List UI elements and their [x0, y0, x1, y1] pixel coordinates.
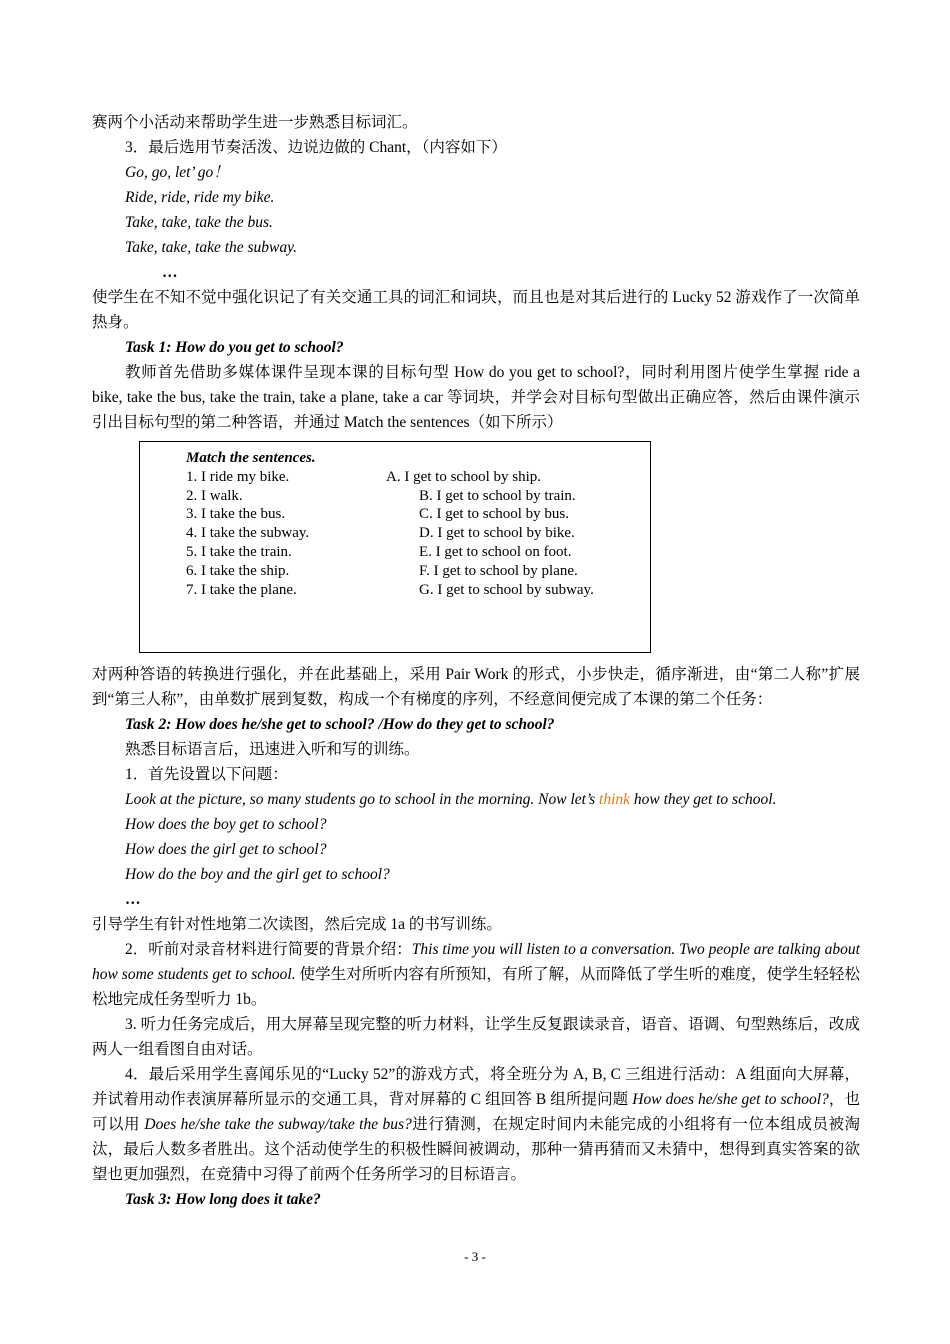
- paragraph: 4．最后采用学生喜闻乐见的“Lucky 52”的游戏方式，将全班分为 A, B, C 三组进行活动：A 组面向大屏幕，并试着用动作表演屏幕所显示的交通工具，背对屏幕的 C 组回答 B 组所提问题 How does he/she get to school?，也可以用 Does he/she take the subway/take the bus?进行猜测，在规定时间内未能完成的小组将有一位本组成员被淘汰，最后人数多者胜出。这个活动使学生的积极性瞬间被调动，那种一猜再猜而又未猜中，想得到真实答案的欲望也更加强烈，在竞猜中习得了前两个任务所学习的目标语言。: [92, 1066, 860, 1183]
- paragraph: 教师首先借助多媒体课件呈现本课的目标句型 How do you get to school?，同时利用图片使学生掌握 ride a bike, take the bus, take the train, take a plane, take a car 等词块，并学会对目标句型做出正确应答，然后由课件演示引出目标句型的第二种答语，并通过 Match the sentences（如下所示）: [92, 364, 860, 431]
- match-right: E. I get to school on foot.: [419, 543, 572, 560]
- match-right: F. I get to school by plane.: [419, 562, 578, 579]
- match-left: 3. I take the bus.: [186, 506, 286, 523]
- task-heading: Task 1: How do you get to school?: [125, 339, 344, 356]
- question-line: How does the girl get to school?: [125, 841, 327, 858]
- match-left: 7. I take the plane.: [186, 581, 297, 598]
- match-left: 4. I take the subway.: [186, 525, 310, 542]
- paragraph: 引导学生有针对性地第二次读图，然后完成 1a 的书写训练。: [92, 916, 502, 933]
- match-row: [186, 524, 650, 543]
- match-row: [186, 543, 650, 562]
- match-right: B. I get to school by train.: [419, 487, 576, 504]
- chant-line: Ride, ride, ride my bike.: [125, 189, 275, 206]
- match-left: 1. I ride my bike.: [186, 468, 290, 485]
- question-line: How does the boy get to school?: [125, 816, 327, 833]
- match-title: Match the sentences.: [186, 450, 316, 466]
- match-box-wrapper: [92, 435, 860, 650]
- paragraph: 熟悉目标语言后，迅速进入听和写的训练。: [125, 741, 420, 758]
- chant-line: Take, take, take the bus.: [125, 214, 273, 231]
- match-row: [186, 562, 650, 581]
- paragraph: 3. 听力任务完成后，用大屏幕呈现完整的听力材料，让学生反复跟读录音，语音、语调、句型熟练后，改成两人一组看图自由对话。: [92, 1016, 860, 1058]
- paragraph: 使学生在不知不觉中强化识记了有关交通工具的词汇和词块，而且也是对其后进行的 Lucky 52 游戏作了一次简单热身。: [92, 289, 860, 331]
- paragraph: 2．听前对录音材料进行简要的背景介绍：This time you will listen to a conversation. Two people are talking about how some students get to school. 使学生对所听内容有所预知，有所了解，从而降低了学生听的难度，使学生轻轻松松地完成任务型听力 1b。: [92, 941, 860, 1008]
- paragraph: 3．最后选用节奏活泼、边说边做的 Chant，（内容如下）: [125, 139, 507, 156]
- ellipsis: …: [125, 891, 141, 908]
- paragraph: 赛两个小活动来帮助学生进一步熟悉目标词汇。: [92, 114, 418, 131]
- match-right: A. I get to school by ship.: [386, 468, 541, 485]
- match-row: [186, 468, 650, 487]
- task-heading: Task 3: How long does it take?: [125, 1191, 321, 1208]
- match-row: [186, 487, 650, 506]
- paragraph: 对两种答语的转换进行强化，并在此基础上，采用 Pair Work 的形式，小步快走，循序渐进，由“第二人称”扩展到“第三人称”，由单数扩展到复数，构成一个有梯度的序列，不经意间便完成了本课的第二个任务：: [92, 666, 860, 708]
- paragraph: 1．首先设置以下问题：: [125, 766, 288, 783]
- match-row: [186, 581, 650, 600]
- document-body: [92, 110, 860, 1212]
- match-box: [139, 441, 651, 653]
- match-left: 5. I take the train.: [186, 543, 292, 560]
- match-right: G. I get to school by subway.: [419, 581, 594, 598]
- match-right: C. I get to school by bus.: [419, 506, 569, 523]
- ellipsis: …: [162, 264, 178, 281]
- task-heading: Task 2: How does he/she get to school? /How do they get to school?: [125, 716, 555, 733]
- chant-line: Go, go, let’ go！: [125, 164, 229, 181]
- page-number: - 3 -: [464, 1249, 486, 1264]
- question-line: How do the boy and the girl get to school?: [125, 866, 390, 883]
- match-row: [186, 505, 650, 524]
- match-right: D. I get to school by bike.: [419, 525, 575, 542]
- question-line: Look at the picture, so many students go to school in the morning. Now let’s think how they get to school.: [125, 791, 777, 808]
- chant-line: Take, take, take the subway.: [125, 239, 298, 256]
- match-left: 2. I walk.: [186, 487, 243, 504]
- highlighted-word: think: [599, 791, 631, 808]
- match-left: 6. I take the ship.: [186, 562, 290, 579]
